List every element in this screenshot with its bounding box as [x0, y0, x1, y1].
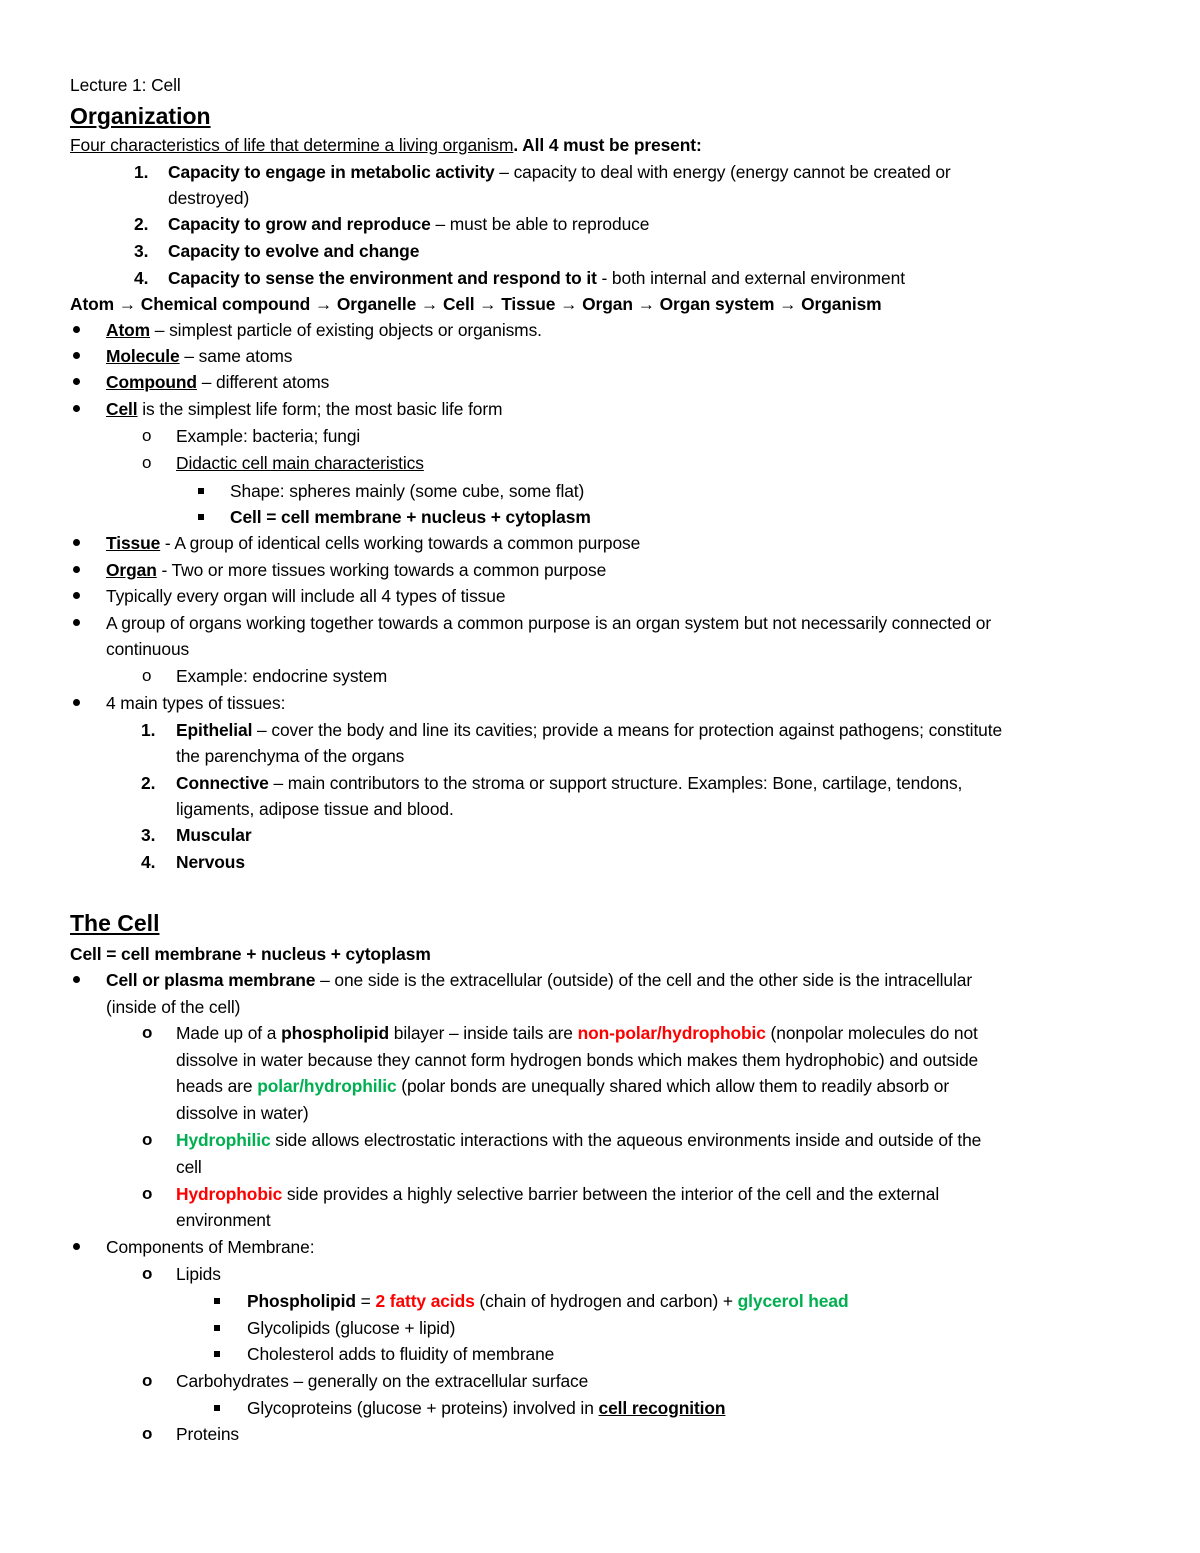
- endocrine-example: Example: endocrine system: [176, 666, 388, 686]
- glycoproteins-item: [247, 1396, 725, 1420]
- lipids-item: Lipids: [176, 1264, 221, 1284]
- cell-def: is the simplest life form; the most basic life form: [137, 399, 503, 419]
- intro-underlined: Four characteristics of life that determine a living organism: [70, 135, 514, 155]
- tissue2-number: 2.: [141, 773, 156, 793]
- organ-term: Organ: [106, 560, 157, 580]
- bullet-o: o: [142, 1023, 153, 1042]
- char2-item: [168, 212, 649, 236]
- heading-the-cell: The Cell: [70, 910, 160, 936]
- membrane-text: – one side is the extracellular (outside) of the cell and the other side is the intracellular: [315, 970, 973, 990]
- char4-bold: Capacity to sense the environment and respond to it: [168, 268, 597, 288]
- tissue2-text: – main contributors to the stroma or support structure. Examples: Bone, cartilage, tendons,: [268, 773, 963, 793]
- molecule-item: [106, 344, 292, 368]
- char3-number: 3.: [134, 241, 149, 261]
- bullet-dot: [73, 976, 80, 983]
- bullet-o: o: [142, 1184, 153, 1203]
- tissue-def: - A group of identical cells working towards a common purpose: [160, 533, 641, 553]
- cell-recognition-term: cell recognition: [598, 1398, 726, 1418]
- hydrophobic-item: [176, 1182, 939, 1206]
- bullet-dot: [73, 592, 80, 599]
- organ-system-continuation: continuous: [106, 639, 190, 659]
- bullet-square: [214, 1298, 220, 1304]
- tissue2-bold: Connective: [176, 773, 269, 793]
- tissue1-item: [176, 718, 1002, 742]
- bullet-square: [214, 1351, 220, 1357]
- char1-text: – capacity to deal with energy (energy cannot be created or: [494, 162, 951, 182]
- didactic-heading: Didactic cell main characteristics: [176, 453, 424, 473]
- bullet-dot: [73, 566, 80, 573]
- bullet-square: [198, 488, 204, 494]
- cell-equation-item: Cell = cell membrane + nucleus + cytoplasm: [230, 507, 591, 527]
- components-item: Components of Membrane:: [106, 1237, 315, 1257]
- organ-def: - Two or more tissues working towards a common purpose: [156, 560, 607, 580]
- bullet-dot: [73, 352, 80, 359]
- hydrophilic-term: Hydrophilic: [176, 1130, 271, 1150]
- hydrophobic-text: side provides a highly selective barrier between the interior of the cell and the external: [282, 1184, 940, 1204]
- char3-item: Capacity to evolve and change: [168, 241, 420, 261]
- bullet-o: o: [142, 1264, 153, 1283]
- fatty-acids-term: 2 fatty acids: [375, 1291, 475, 1311]
- compound-term: Compound: [106, 372, 197, 392]
- tissue1-number: 1.: [141, 720, 156, 740]
- cell-item: [106, 397, 502, 421]
- molecule-term: Molecule: [106, 346, 180, 366]
- bullet-square: [214, 1405, 220, 1411]
- cell-term: Cell: [106, 399, 138, 419]
- bilayer-text-polar: (polar bonds are unequally shared which allow them to readily absorb or: [396, 1076, 950, 1096]
- char4-text: - both internal and external environment: [596, 268, 905, 288]
- organ-types-item: Typically every organ will include all 4 types of tissue: [106, 586, 506, 606]
- bullet-o: o: [142, 1371, 153, 1390]
- intro-bold: . All 4 must be present:: [513, 135, 702, 155]
- char2-text: – must be able to reproduce: [430, 214, 650, 234]
- intro-line: [70, 133, 702, 157]
- tissues-intro: 4 main types of tissues:: [106, 693, 286, 713]
- char1-continuation: destroyed): [168, 188, 250, 208]
- bullet-o: o: [142, 1130, 153, 1149]
- bilayer-text-heads: heads are: [176, 1076, 258, 1096]
- heading-organization: Organization: [70, 103, 211, 129]
- glycerol-head-term: glycerol head: [737, 1291, 849, 1311]
- organ-system-item: A group of organs working together towards a common purpose is an organ system but not necessarily connected or: [106, 613, 992, 633]
- bilayer-text-d: (nonpolar molecules do not: [765, 1023, 978, 1043]
- organ-item: [106, 558, 606, 582]
- bullet-o: o: [142, 453, 152, 472]
- bullet-dot: [73, 405, 80, 412]
- membrane-item: [106, 968, 972, 992]
- polar-term: polar/hydrophilic: [257, 1076, 397, 1096]
- tissue1-text: – cover the body and line its cavities; provide a means for protection against pathogens; constitute: [252, 720, 1003, 740]
- phospholipid-item: [247, 1289, 848, 1313]
- atom-def: – simplest particle of existing objects or organisms.: [150, 320, 542, 340]
- tissue-term: Tissue: [106, 533, 161, 553]
- atom-term: Atom: [106, 320, 151, 340]
- phospholipid-text: (chain of hydrogen and carbon) +: [474, 1291, 738, 1311]
- hydrophilic-text: side allows electrostatic interactions with the aqueous environments inside and outside of the: [270, 1130, 982, 1150]
- tissue3-item: Muscular: [176, 825, 252, 845]
- membrane-bold: Cell or plasma membrane: [106, 970, 316, 990]
- glycoproteins-text: Glycoproteins (glucose + proteins) involved in: [247, 1398, 599, 1418]
- char1-bold: Capacity to engage in metabolic activity: [168, 162, 495, 182]
- bilayer-line-4: dissolve in water): [176, 1103, 309, 1123]
- cell-equation: Cell = cell membrane + nucleus + cytoplasm: [70, 944, 431, 964]
- bullet-dot: [73, 699, 80, 706]
- hydrophobic-term: Hydrophobic: [176, 1184, 283, 1204]
- char2-bold: Capacity to grow and reproduce: [168, 214, 431, 234]
- bullet-square: [214, 1325, 220, 1331]
- bilayer-line-1: [176, 1021, 978, 1045]
- hydrophilic-continuation: cell: [176, 1157, 202, 1177]
- cell-example: Example: bacteria; fungi: [176, 426, 361, 446]
- char4-number: 4.: [134, 268, 149, 288]
- bullet-square: [198, 514, 204, 520]
- atom-item: [106, 318, 542, 342]
- bullet-o: o: [142, 1424, 153, 1443]
- compound-item: [106, 370, 329, 394]
- shape-item: Shape: spheres mainly (some cube, some flat): [230, 481, 585, 501]
- bilayer-text-c: bilayer – inside tails are: [389, 1023, 578, 1043]
- bullet-dot: [73, 378, 80, 385]
- char1-number: 1.: [134, 162, 149, 182]
- lecture-title: Lecture 1: Cell: [70, 75, 181, 95]
- bilayer-text-a: Made up of a: [176, 1023, 282, 1043]
- bullet-dot: [73, 1243, 80, 1250]
- carbohydrates-item: Carbohydrates – generally on the extracellular surface: [176, 1371, 589, 1391]
- hydrophobic-continuation: environment: [176, 1210, 271, 1230]
- tissue-item: [106, 531, 640, 555]
- phospholipid-term: phospholipid: [281, 1023, 390, 1043]
- compound-def: – different atoms: [196, 372, 330, 392]
- tissue3-number: 3.: [141, 825, 156, 845]
- bullet-o: o: [142, 666, 152, 685]
- bullet-o: o: [142, 426, 152, 445]
- proteins-item: Proteins: [176, 1424, 239, 1444]
- phospholipid-equals: =: [355, 1291, 376, 1311]
- char1-item: [168, 160, 951, 184]
- tissue2-continuation: ligaments, adipose tissue and blood.: [176, 799, 454, 819]
- glycolipids-item: Glycolipids (glucose + lipid): [247, 1318, 456, 1338]
- bullet-dot: [73, 326, 80, 333]
- phospholipid-bold: Phospholipid: [247, 1291, 356, 1311]
- hydrophilic-item: [176, 1128, 981, 1152]
- tissue4-item: Nervous: [176, 852, 245, 872]
- tissue4-number: 4.: [141, 852, 156, 872]
- cholesterol-item: Cholesterol adds to fluidity of membrane: [247, 1344, 555, 1364]
- char2-number: 2.: [134, 214, 149, 234]
- bullet-dot: [73, 619, 80, 626]
- char4-item: [168, 266, 905, 290]
- tissue2-item: [176, 771, 962, 795]
- hierarchy-line: Atom → Chemical compound → Organelle → Cell → Tissue → Organ → Organ system → Organism: [70, 294, 882, 314]
- bullet-dot: [73, 539, 80, 546]
- membrane-continuation: (inside of the cell): [106, 997, 241, 1017]
- bilayer-line-3: [176, 1074, 949, 1098]
- tissue1-continuation: the parenchyma of the organs: [176, 746, 405, 766]
- nonpolar-term: non-polar/hydrophobic: [577, 1023, 766, 1043]
- molecule-def: – same atoms: [179, 346, 293, 366]
- bilayer-line-2: dissolve in water because they cannot form hydrogen bonds which makes them hydrophobic) and outside: [176, 1050, 979, 1070]
- tissue1-bold: Epithelial: [176, 720, 253, 740]
